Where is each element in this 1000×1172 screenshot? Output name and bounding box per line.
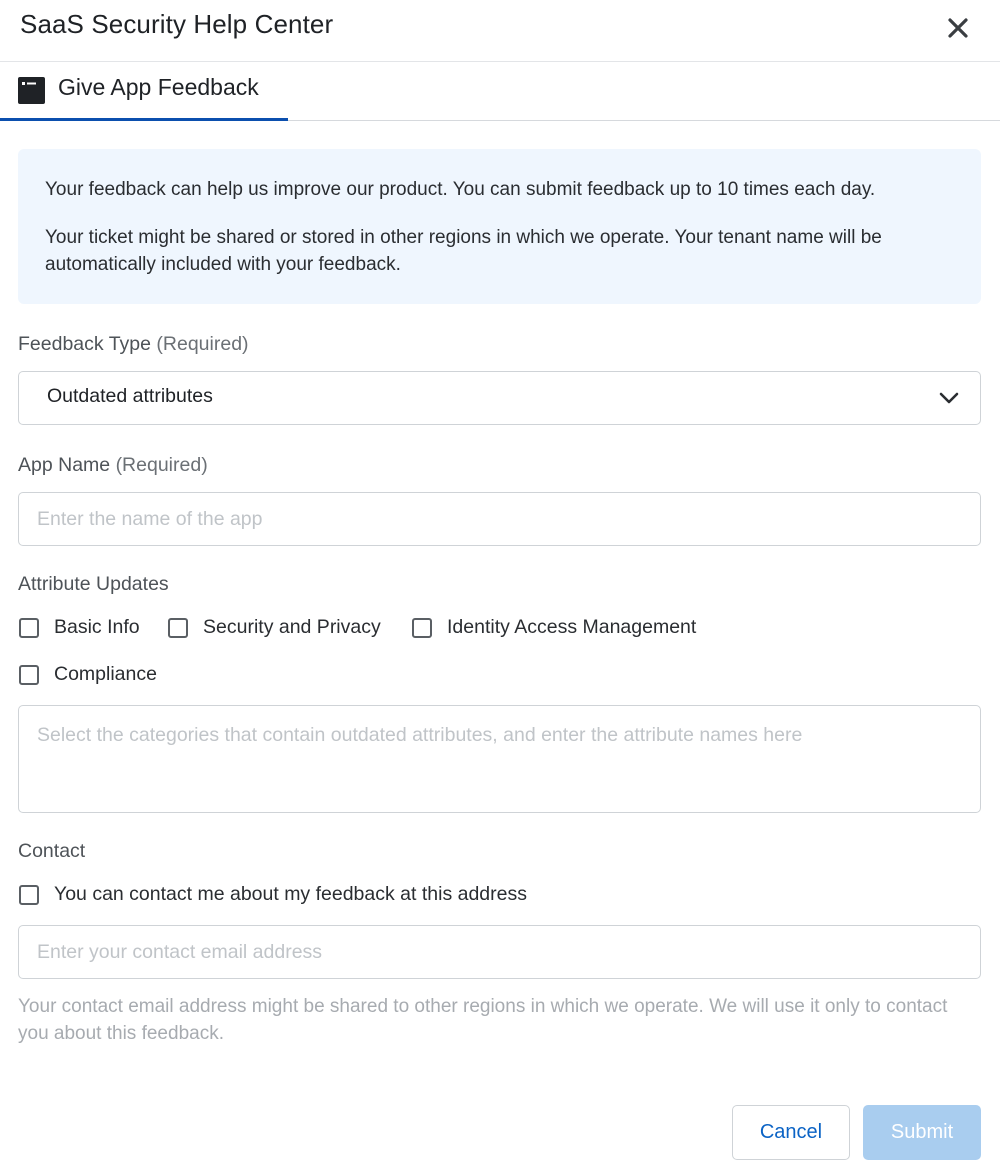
attribute-updates-label: Attribute Updates [18,573,169,595]
required-marker: (Required) [156,333,249,355]
tab-label: Give App Feedback [58,74,259,100]
dialog-title: SaaS Security Help Center [20,9,334,39]
checkbox-box[interactable] [19,618,39,638]
app-name-label-text: App Name [18,454,111,476]
feedback-type-label-text: Feedback Type [18,333,151,355]
checkbox-box[interactable] [19,665,39,685]
close-button[interactable] [940,10,976,46]
checkbox-basic-info[interactable] [19,616,140,639]
contact-hint: Your contact email address might be shared to other regions in which we operate. We will use it only to contact you about this feedback. [18,996,948,1044]
dialog-header [0,0,1000,62]
info-text-privacy: Your ticket might be shared or stored in other regions in which we operate. Your tenant name will be automatically included with your feedback. [45,227,882,275]
checkbox-compliance[interactable] [19,663,157,686]
close-icon [948,18,968,38]
feedback-type-select[interactable] [18,371,981,425]
contact-email-input[interactable] [18,925,981,979]
required-marker: (Required) [115,454,208,476]
checkbox-label: Security and Privacy [203,616,381,638]
feedback-type-value: Outdated attributes [47,385,213,407]
tab-bar [0,62,1000,121]
chevron-down-icon [938,390,960,406]
checkbox-label: Identity Access Management [447,616,697,638]
checkbox-box[interactable] [19,885,39,905]
checkbox-box[interactable] [168,618,188,638]
contact-label: Contact [18,840,86,862]
checkbox-box[interactable] [412,618,432,638]
checkbox-label: You can contact me about my feedback at this address [54,883,527,905]
checkbox-identity-access-management[interactable] [412,616,696,639]
checkbox-label: Compliance [54,663,157,685]
cancel-button[interactable]: Cancel [732,1105,850,1160]
submit-button[interactable]: Submit [863,1105,981,1160]
attribute-names-textarea[interactable] [18,705,981,813]
app-name-label [18,454,208,477]
app-name-input[interactable] [18,492,981,546]
checkbox-label: Basic Info [54,616,140,638]
checkbox-contact-consent[interactable] [19,883,527,906]
window-icon [18,77,45,104]
checkbox-security-and-privacy[interactable] [168,616,381,639]
info-banner [18,149,981,304]
info-text-limit: Your feedback can help us improve our product. You can submit feedback up to 10 times each day. [45,179,876,200]
tab-give-app-feedback[interactable] [0,62,288,121]
feedback-type-label [18,333,249,356]
